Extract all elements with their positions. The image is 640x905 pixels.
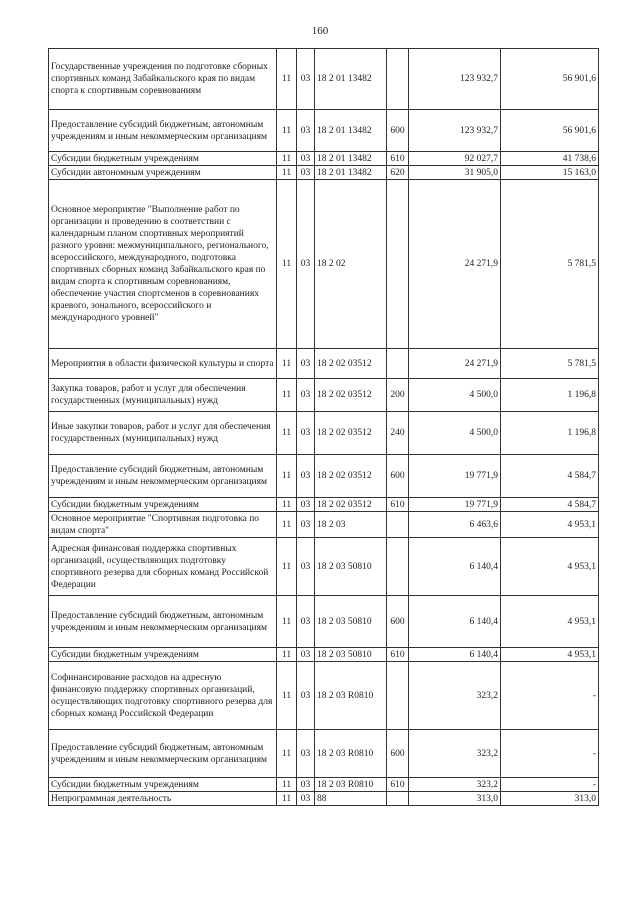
section-cell: 11 (277, 512, 297, 538)
row-name-cell: Предоставление субсидий бюджетным, автономным учреждениям и иным некоммерческим организациям (49, 110, 277, 152)
amount-actual-cell: 313,0 (501, 792, 599, 806)
amount-actual-cell: 4 584,7 (501, 455, 599, 498)
amount-actual-cell: 5 781,5 (501, 349, 599, 379)
amount-plan-cell: 6 463,6 (409, 512, 501, 538)
section-cell: 11 (277, 152, 297, 166)
subsection-cell: 03 (297, 730, 315, 778)
row-name-cell: Субсидии автономным учреждениям (49, 166, 277, 180)
row-name-cell: Предоставление субсидий бюджетным, автономным учреждениям и иным некоммерческим организациям (49, 455, 277, 498)
amount-plan-cell: 323,2 (409, 730, 501, 778)
amount-actual-cell: 15 163,0 (501, 166, 599, 180)
page-number: 160 (311, 25, 329, 37)
table-row (49, 110, 599, 152)
table-row (49, 648, 599, 662)
amount-actual-cell: 4 953,1 (501, 648, 599, 662)
subsection-cell: 03 (297, 455, 315, 498)
subsection-cell: 03 (297, 662, 315, 730)
amount-actual-cell: 1 196,8 (501, 379, 599, 412)
target-article-cell: 18 2 03 R0810 (315, 778, 387, 792)
row-name-cell: Субсидии бюджетным учреждениям (49, 648, 277, 662)
table-row (49, 596, 599, 648)
expense-type-cell: 240 (387, 412, 409, 455)
section-cell: 11 (277, 412, 297, 455)
row-name-cell: Предоставление субсидий бюджетным, автономным учреждениям и иным некоммерческим организациям (49, 730, 277, 778)
table-row (49, 180, 599, 349)
expense-type-cell (387, 349, 409, 379)
expense-type-cell (387, 49, 409, 110)
section-cell: 11 (277, 792, 297, 806)
row-name-cell: Иные закупки товаров, работ и услуг для обеспечения государственных (муниципальных) нужд (49, 412, 277, 455)
amount-plan-cell: 4 500,0 (409, 379, 501, 412)
target-article-cell: 18 2 02 03512 (315, 412, 387, 455)
row-name-cell: Адресная финансовая поддержка спортивных организаций, осуществляющих подготовку спортивного резерва для сборных команд Российской Федерации (49, 538, 277, 596)
subsection-cell: 03 (297, 349, 315, 379)
expense-type-cell (387, 538, 409, 596)
row-name-cell: Субсидии бюджетным учреждениям (49, 152, 277, 166)
table-row (49, 49, 599, 110)
amount-actual-cell: 4 953,1 (501, 596, 599, 648)
expense-type-cell: 600 (387, 596, 409, 648)
section-cell: 11 (277, 455, 297, 498)
amount-actual-cell: - (501, 730, 599, 778)
table-row (49, 379, 599, 412)
budget-table (48, 48, 599, 806)
amount-plan-cell: 123 932,7 (409, 110, 501, 152)
expense-type-cell: 620 (387, 166, 409, 180)
amount-plan-cell: 4 500,0 (409, 412, 501, 455)
amount-plan-cell: 6 140,4 (409, 538, 501, 596)
target-article-cell: 18 2 01 13482 (315, 166, 387, 180)
section-cell: 11 (277, 498, 297, 512)
expense-type-cell: 600 (387, 455, 409, 498)
row-name-cell: Субсидии бюджетным учреждениям (49, 498, 277, 512)
table-row (49, 778, 599, 792)
target-article-cell: 18 2 01 13482 (315, 152, 387, 166)
target-article-cell: 18 2 02 (315, 180, 387, 349)
subsection-cell: 03 (297, 166, 315, 180)
target-article-cell: 18 2 01 13482 (315, 110, 387, 152)
subsection-cell: 03 (297, 512, 315, 538)
section-cell: 11 (277, 49, 297, 110)
row-name-cell: Предоставление субсидий бюджетным, автономным учреждениям и иным некоммерческим организациям (49, 596, 277, 648)
subsection-cell: 03 (297, 538, 315, 596)
table-row (49, 730, 599, 778)
amount-actual-cell: - (501, 778, 599, 792)
target-article-cell: 18 2 03 (315, 512, 387, 538)
subsection-cell: 03 (297, 412, 315, 455)
section-cell: 11 (277, 166, 297, 180)
target-article-cell: 18 2 02 03512 (315, 349, 387, 379)
target-article-cell: 18 2 02 03512 (315, 455, 387, 498)
target-article-cell: 18 2 02 03512 (315, 498, 387, 512)
expense-type-cell (387, 792, 409, 806)
subsection-cell: 03 (297, 180, 315, 349)
amount-actual-cell: 4 584,7 (501, 498, 599, 512)
table-row (49, 455, 599, 498)
amount-plan-cell: 19 771,9 (409, 498, 501, 512)
section-cell: 11 (277, 379, 297, 412)
table-row (49, 412, 599, 455)
expense-type-cell: 200 (387, 379, 409, 412)
subsection-cell: 03 (297, 778, 315, 792)
amount-actual-cell: 41 738,6 (501, 152, 599, 166)
expense-type-cell (387, 180, 409, 349)
expense-type-cell (387, 512, 409, 538)
subsection-cell: 03 (297, 648, 315, 662)
amount-actual-cell: 1 196,8 (501, 412, 599, 455)
expense-type-cell: 600 (387, 110, 409, 152)
amount-plan-cell: 19 771,9 (409, 455, 501, 498)
row-name-cell: Основное мероприятие "Спортивная подготовка по видам спорта" (49, 512, 277, 538)
amount-plan-cell: 123 932,7 (409, 49, 501, 110)
row-name-cell: Государственные учреждения по подготовке сборных спортивных команд Забайкальского края по видам спорта к спортивным соревнованиям (49, 49, 277, 110)
amount-plan-cell: 92 027,7 (409, 152, 501, 166)
table-row (49, 792, 599, 806)
target-article-cell: 18 2 01 13482 (315, 49, 387, 110)
table-row (49, 166, 599, 180)
table-row (49, 512, 599, 538)
section-cell: 11 (277, 349, 297, 379)
subsection-cell: 03 (297, 379, 315, 412)
section-cell: 11 (277, 538, 297, 596)
expense-type-cell: 610 (387, 778, 409, 792)
expense-type-cell: 610 (387, 648, 409, 662)
table-row (49, 662, 599, 730)
row-name-cell: Субсидии бюджетным учреждениям (49, 778, 277, 792)
section-cell: 11 (277, 730, 297, 778)
target-article-cell: 18 2 02 03512 (315, 379, 387, 412)
section-cell: 11 (277, 662, 297, 730)
amount-plan-cell: 24 271,9 (409, 180, 501, 349)
row-name-cell: Закупка товаров, работ и услуг для обеспечения государственных (муниципальных) нужд (49, 379, 277, 412)
expense-type-cell (387, 662, 409, 730)
subsection-cell: 03 (297, 792, 315, 806)
table-row (49, 498, 599, 512)
amount-actual-cell: 4 953,1 (501, 538, 599, 596)
row-name-cell: Мероприятия в области физической культуры и спорта (49, 349, 277, 379)
row-name-cell: Основное мероприятие "Выполнение работ по организации и проведению в соответствии с календарным планом спортивных мероприятий разного уровня: межмуниципального, регионального, всероссийского, международного, подготовка спортивных сборных команд Забайкальского края по видам спорта к спортивным соревнованиям, обеспечение участия спортсменов в соревнованиях краевого, зонального, всероссийского и международного уровней" (49, 180, 277, 349)
subsection-cell: 03 (297, 110, 315, 152)
expense-type-cell: 600 (387, 730, 409, 778)
target-article-cell: 18 2 03 50810 (315, 648, 387, 662)
table-row (49, 152, 599, 166)
section-cell: 11 (277, 648, 297, 662)
target-article-cell: 18 2 03 50810 (315, 538, 387, 596)
section-cell: 11 (277, 596, 297, 648)
row-name-cell: Непрограммная деятельность (49, 792, 277, 806)
target-article-cell: 18 2 03 R0810 (315, 662, 387, 730)
section-cell: 11 (277, 778, 297, 792)
amount-actual-cell: - (501, 662, 599, 730)
amount-actual-cell: 56 901,6 (501, 110, 599, 152)
target-article-cell: 18 2 03 50810 (315, 596, 387, 648)
amount-actual-cell: 56 901,6 (501, 49, 599, 110)
amount-plan-cell: 31 905,0 (409, 166, 501, 180)
amount-plan-cell: 6 140,4 (409, 648, 501, 662)
amount-plan-cell: 6 140,4 (409, 596, 501, 648)
row-name-cell: Софинансирование расходов на адресную финансовую поддержку спортивных организаций, осуществляющих подготовку спортивного резерва для сборных команд Российской Федерации (49, 662, 277, 730)
amount-plan-cell: 313,0 (409, 792, 501, 806)
subsection-cell: 03 (297, 49, 315, 110)
amount-actual-cell: 5 781,5 (501, 180, 599, 349)
section-cell: 11 (277, 180, 297, 349)
section-cell: 11 (277, 110, 297, 152)
target-article-cell: 18 2 03 R0810 (315, 730, 387, 778)
expense-type-cell: 610 (387, 152, 409, 166)
amount-plan-cell: 24 271,9 (409, 349, 501, 379)
table-row (49, 538, 599, 596)
amount-actual-cell: 4 953,1 (501, 512, 599, 538)
subsection-cell: 03 (297, 596, 315, 648)
target-article-cell: 88 (315, 792, 387, 806)
subsection-cell: 03 (297, 498, 315, 512)
subsection-cell: 03 (297, 152, 315, 166)
amount-plan-cell: 323,2 (409, 662, 501, 730)
amount-plan-cell: 323,2 (409, 778, 501, 792)
table-row (49, 349, 599, 379)
expense-type-cell: 610 (387, 498, 409, 512)
